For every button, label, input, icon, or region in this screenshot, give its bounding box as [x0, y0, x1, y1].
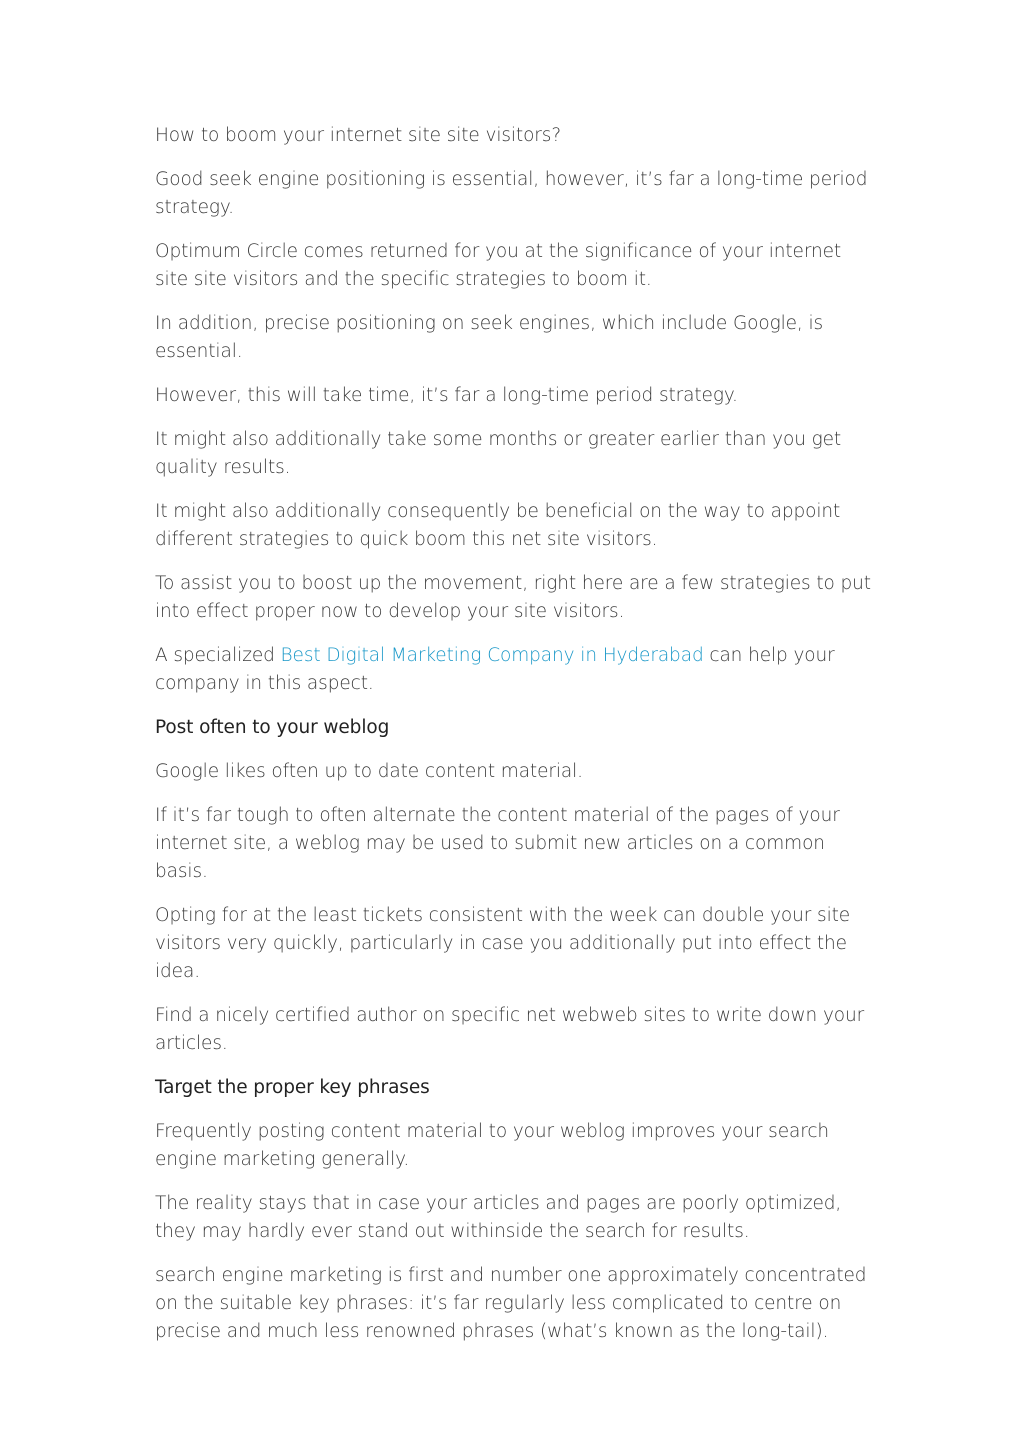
section-heading: Target the proper key phrases — [155, 1077, 430, 1098]
paragraph: It might also additionally consequently be beneficial on the way to appoint different strategies to quick boom this net site visitors. — [155, 501, 841, 550]
document-page — [155, 122, 873, 1362]
section-heading: Post often to your weblog — [155, 717, 390, 738]
paragraph: It might also additionally take some months or greater earlier than you get quality results. — [155, 429, 842, 478]
paragraph-text-after-link: can help your company in this aspect. — [155, 645, 835, 694]
paragraph: The reality stays that in case your articles and pages are poorly optimized, they may hardly ever stand out withinside the search for results. — [155, 1193, 842, 1242]
company-link[interactable]: Best Digital Marketing Company in Hyderabad — [280, 645, 704, 666]
paragraph: Frequently posting content material to your weblog improves your search engine marketing generally. — [155, 1121, 830, 1170]
paragraph: Google likes often up to date content material. — [155, 761, 583, 782]
paragraph: However, this will take time, it’s far a long-time period strategy. — [155, 385, 738, 406]
paragraph: search engine marketing is first and number one approximately concentrated on the suitable key phrases: it’s far regularly less complicated to centre on precise and much less renowned phrases (what’s known as the long-tail). — [155, 1265, 867, 1342]
paragraph: Good seek engine positioning is essential, however, it’s far a long-time period strategy. — [155, 169, 868, 218]
paragraph-with-link — [155, 642, 873, 698]
paragraph: How to boom your internet site site visitors? — [155, 125, 562, 146]
paragraph: Find a nicely certified author on specific net webweb sites to write down your articles. — [155, 1005, 865, 1054]
paragraph: If it’s far tough to often alternate the content material of the pages of your internet site, a weblog may be used to submit new articles on a common basis. — [155, 805, 840, 882]
paragraph: Optimum Circle comes returned for you at the significance of your internet site site visitors and the specific strategies to boom it. — [155, 241, 842, 290]
paragraph: To assist you to boost up the movement, right here are a few strategies to put into effect proper now to develop your site visitors. — [155, 573, 871, 622]
paragraph-text-before-link: A specialized — [155, 645, 281, 666]
paragraph: Opting for at the least tickets consistent with the week can double your site visitors very quickly, particularly in case you additionally put into effect the idea. — [155, 905, 851, 982]
paragraph: In addition, precise positioning on seek engines, which include Google, is essential. — [155, 313, 824, 362]
